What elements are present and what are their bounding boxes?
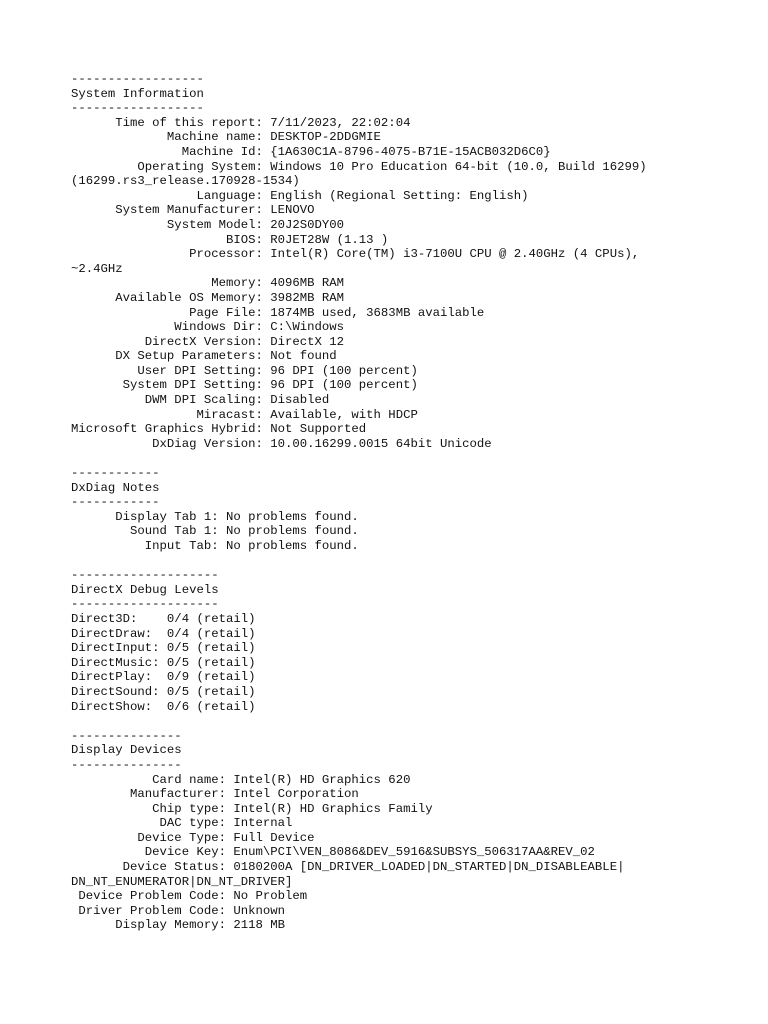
debug-line-directsound: DirectSound: 0/5 (retail) bbox=[71, 684, 256, 699]
blank-line bbox=[71, 554, 768, 569]
section-heading-directx-debug-levels: DirectX Debug Levels bbox=[71, 582, 219, 597]
section-rule: ------------ bbox=[71, 495, 160, 510]
info-line-operating-system-continued: (16299.rs3_release.170928-1534) bbox=[71, 174, 300, 189]
info-line-graphics-hybrid: Microsoft Graphics Hybrid: Not Supported bbox=[71, 422, 367, 437]
info-line-system-dpi-setting: System DPI Setting: 96 DPI (100 percent) bbox=[71, 378, 418, 393]
section-rule: --------------- bbox=[71, 728, 182, 743]
info-line-language: Language: English (Regional Setting: English) bbox=[71, 188, 529, 203]
info-line-memory: Memory: 4096MB RAM bbox=[71, 276, 345, 291]
info-line-machine-id: Machine Id: {1A630C1A-8796-4075-B71E-15ACB032D6C0} bbox=[71, 144, 551, 159]
info-line-available-os-memory: Available OS Memory: 3982MB RAM bbox=[71, 290, 345, 305]
section-rule: ------------------ bbox=[71, 101, 204, 116]
debug-line-directplay: DirectPlay: 0/9 (retail) bbox=[71, 670, 256, 685]
blank-line bbox=[71, 714, 768, 729]
info-line-dxdiag-version: DxDiag Version: 10.00.16299.0015 64bit Unicode bbox=[71, 436, 492, 451]
info-line-dwm-dpi-scaling: DWM DPI Scaling: Disabled bbox=[71, 393, 330, 408]
device-line-card-name: Card name: Intel(R) HD Graphics 620 bbox=[71, 772, 411, 787]
info-line-windows-dir: Windows Dir: C:\Windows bbox=[71, 320, 345, 335]
device-line-driver-problem-code: Driver Problem Code: Unknown bbox=[71, 903, 286, 918]
device-line-device-key: Device Key: Enum\PCI\VEN_8086&DEV_5916&SUBSYS_506317AA&REV_02 bbox=[71, 845, 595, 860]
info-line-system-manufacturer: System Manufacturer: LENOVO bbox=[71, 203, 315, 218]
section-rule: ------------ bbox=[71, 466, 160, 481]
info-line-dx-setup-parameters: DX Setup Parameters: Not found bbox=[71, 349, 337, 364]
section-heading-dxdiag-notes: DxDiag Notes bbox=[71, 480, 160, 495]
debug-line-directdraw: DirectDraw: 0/4 (retail) bbox=[71, 626, 256, 641]
info-line-bios: BIOS: R0JET28W (1.13 ) bbox=[71, 232, 389, 247]
info-line-time-of-report: Time of this report: 7/11/2023, 22:02:04 bbox=[71, 115, 411, 130]
info-line-system-model: System Model: 20J2S0DY00 bbox=[71, 217, 345, 232]
section-heading-display-devices: Display Devices bbox=[71, 743, 182, 758]
info-line-user-dpi-setting: User DPI Setting: 96 DPI (100 percent) bbox=[71, 363, 418, 378]
debug-line-directmusic: DirectMusic: 0/5 (retail) bbox=[71, 655, 256, 670]
blank-line bbox=[71, 451, 768, 466]
device-line-device-status: Device Status: 0180200A [DN_DRIVER_LOADED|DN_STARTED|DN_DISABLEABLE| bbox=[71, 860, 625, 875]
device-line-dac-type: DAC type: Internal bbox=[71, 816, 293, 831]
device-line-chip-type: Chip type: Intel(R) HD Graphics Family bbox=[71, 801, 433, 816]
section-rule: ------------------ bbox=[71, 72, 204, 86]
device-line-manufacturer: Manufacturer: Intel Corporation bbox=[71, 787, 359, 802]
device-line-device-problem-code: Device Problem Code: No Problem bbox=[71, 889, 308, 904]
device-line-display-memory: Display Memory: 2118 MB bbox=[71, 918, 286, 933]
info-line-processor: Processor: Intel(R) Core(TM) i3-7100U CPU @ 2.40GHz (4 CPUs), bbox=[71, 247, 640, 262]
device-line-device-status-continued: DN_NT_ENUMERATOR|DN_NT_DRIVER] bbox=[71, 874, 293, 889]
info-line-operating-system: Operating System: Windows 10 Pro Education 64-bit (10.0, Build 16299) bbox=[71, 159, 647, 174]
section-rule: --------------- bbox=[71, 757, 182, 772]
info-line-machine-name: Machine name: DESKTOP-2DDGMIE bbox=[71, 130, 381, 145]
section-rule: -------------------- bbox=[71, 568, 219, 583]
debug-line-direct3d: Direct3D: 0/4 (retail) bbox=[71, 611, 256, 626]
info-line-page-file: Page File: 1874MB used, 3683MB available bbox=[71, 305, 485, 320]
section-rule: -------------------- bbox=[71, 597, 219, 612]
debug-line-directinput: DirectInput: 0/5 (retail) bbox=[71, 641, 256, 656]
notes-line-sound-tab: Sound Tab 1: No problems found. bbox=[71, 524, 359, 539]
debug-line-directshow: DirectShow: 0/6 (retail) bbox=[71, 699, 256, 714]
device-line-device-type: Device Type: Full Device bbox=[71, 830, 315, 845]
notes-line-display-tab: Display Tab 1: No problems found. bbox=[71, 509, 359, 524]
notes-line-input-tab: Input Tab: No problems found. bbox=[71, 539, 359, 553]
info-line-directx-version: DirectX Version: DirectX 12 bbox=[71, 334, 345, 349]
info-line-processor-continued: ~2.4GHz bbox=[71, 261, 123, 276]
info-line-miracast: Miracast: Available, with HDCP bbox=[71, 407, 418, 422]
section-heading-system-information: System Information bbox=[71, 86, 204, 101]
